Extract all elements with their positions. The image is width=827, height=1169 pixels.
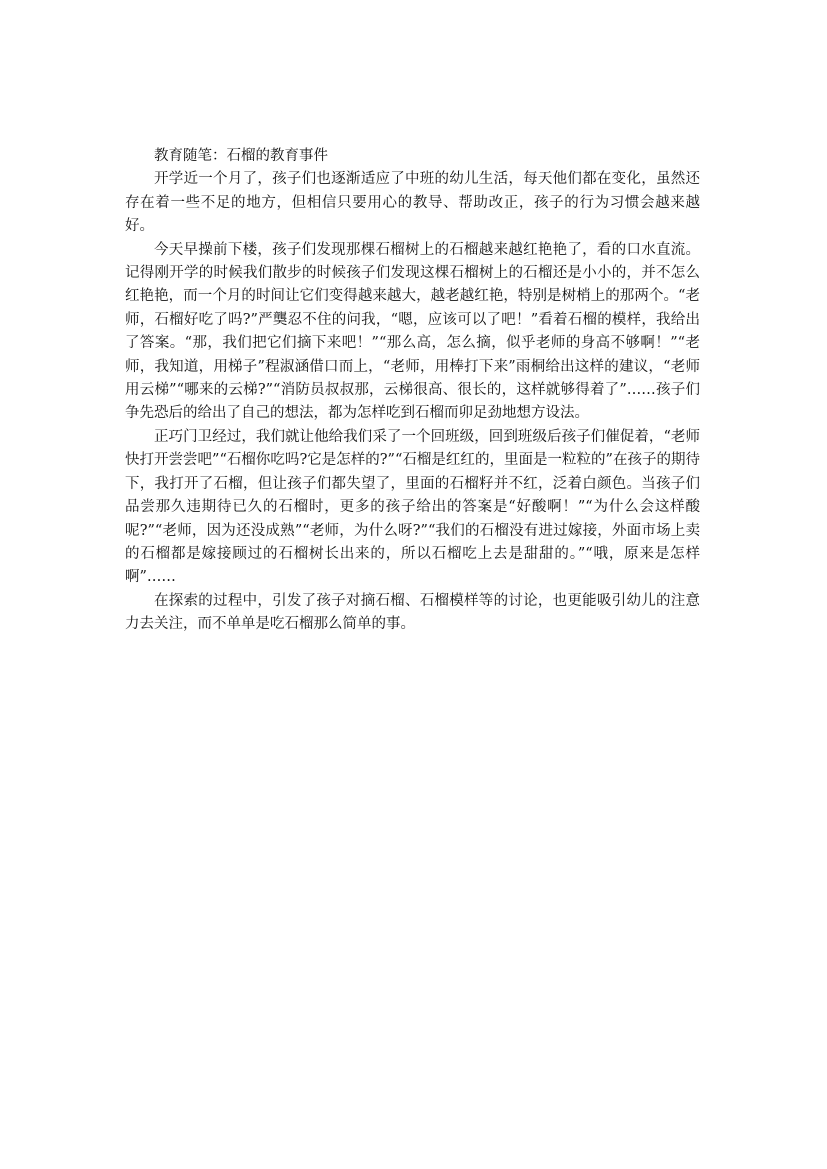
paragraph-3: 正巧门卫经过，我们就让他给我们采了一个回班级，回到班级后孩子们催促着，“老师快打开尝尝吧”“石榴你吃吗?它是怎样的?”“石榴是红红的，里面是一粒粒的”在孩子的期待下，我打开了石榴，但让孩子们都失望了，里面的石榴籽并不红，泛着白颜色。当孩子们品尝那久违期待已久的石榴时，更多的孩子给出的答案是“好酸啊！”“为什么会这样酸呢?”“老师，因为还没成熟”“老师，为什么呀?”“我们的石榴没有进过嫁接，外面市场上卖的石榴都是嫁接顾过的石榴树长出来的，所以石榴吃上去是甜甜的。”“哦，原来是怎样啊”……	[125, 428, 700, 586]
document-body	[125, 145, 700, 637]
paragraph-2: 今天早操前下楼，孩子们发现那棵石榴树上的石榴越来越红艳艳了，看的口水直流。记得刚开学的时候我们散步的时候孩子们发现这棵石榴树上的石榴还是小小的，并不怎么红艳艳，而一个月的时间让它们变得越来越大，越老越红艳，特别是树梢上的那两个。“老师，石榴好吃了吗?”严龑忍不住的问我，“嗯，应该可以了吧！”看着石榴的模样，我给出了答案。“那，我们把它们摘下来吧！”“那么高，怎么摘，似乎老师的身高不够啊！”“老师，我知道，用梯子”程淑涵借口而上，“老师，用棒打下来”雨桐给出这样的建议，“老师用云梯”“哪来的云梯?”“消防员叔叔那，云梯很高、很长的，这样就够得着了”……孩子们争先恐后的给出了自己的想法，都为怎样吃到石榴而卯足劲地想方设法。	[125, 241, 700, 422]
paragraph-4: 在探索的过程中，引发了孩子对摘石榴、石榴模样等的讨论，也更能吸引幼儿的注意力去关注，而不单单是吃石榴那么简单的事。	[125, 592, 700, 633]
paragraph-1: 开学近一个月了，孩子们也逐渐适应了中班的幼儿生活，每天他们都在变化，虽然还存在着一些不足的地方，但相信只要用心的教导、帮助改正，孩子的行为习惯会越来越好。	[125, 171, 700, 235]
document-title: 教育随笔：石榴的教育事件	[154, 148, 328, 164]
